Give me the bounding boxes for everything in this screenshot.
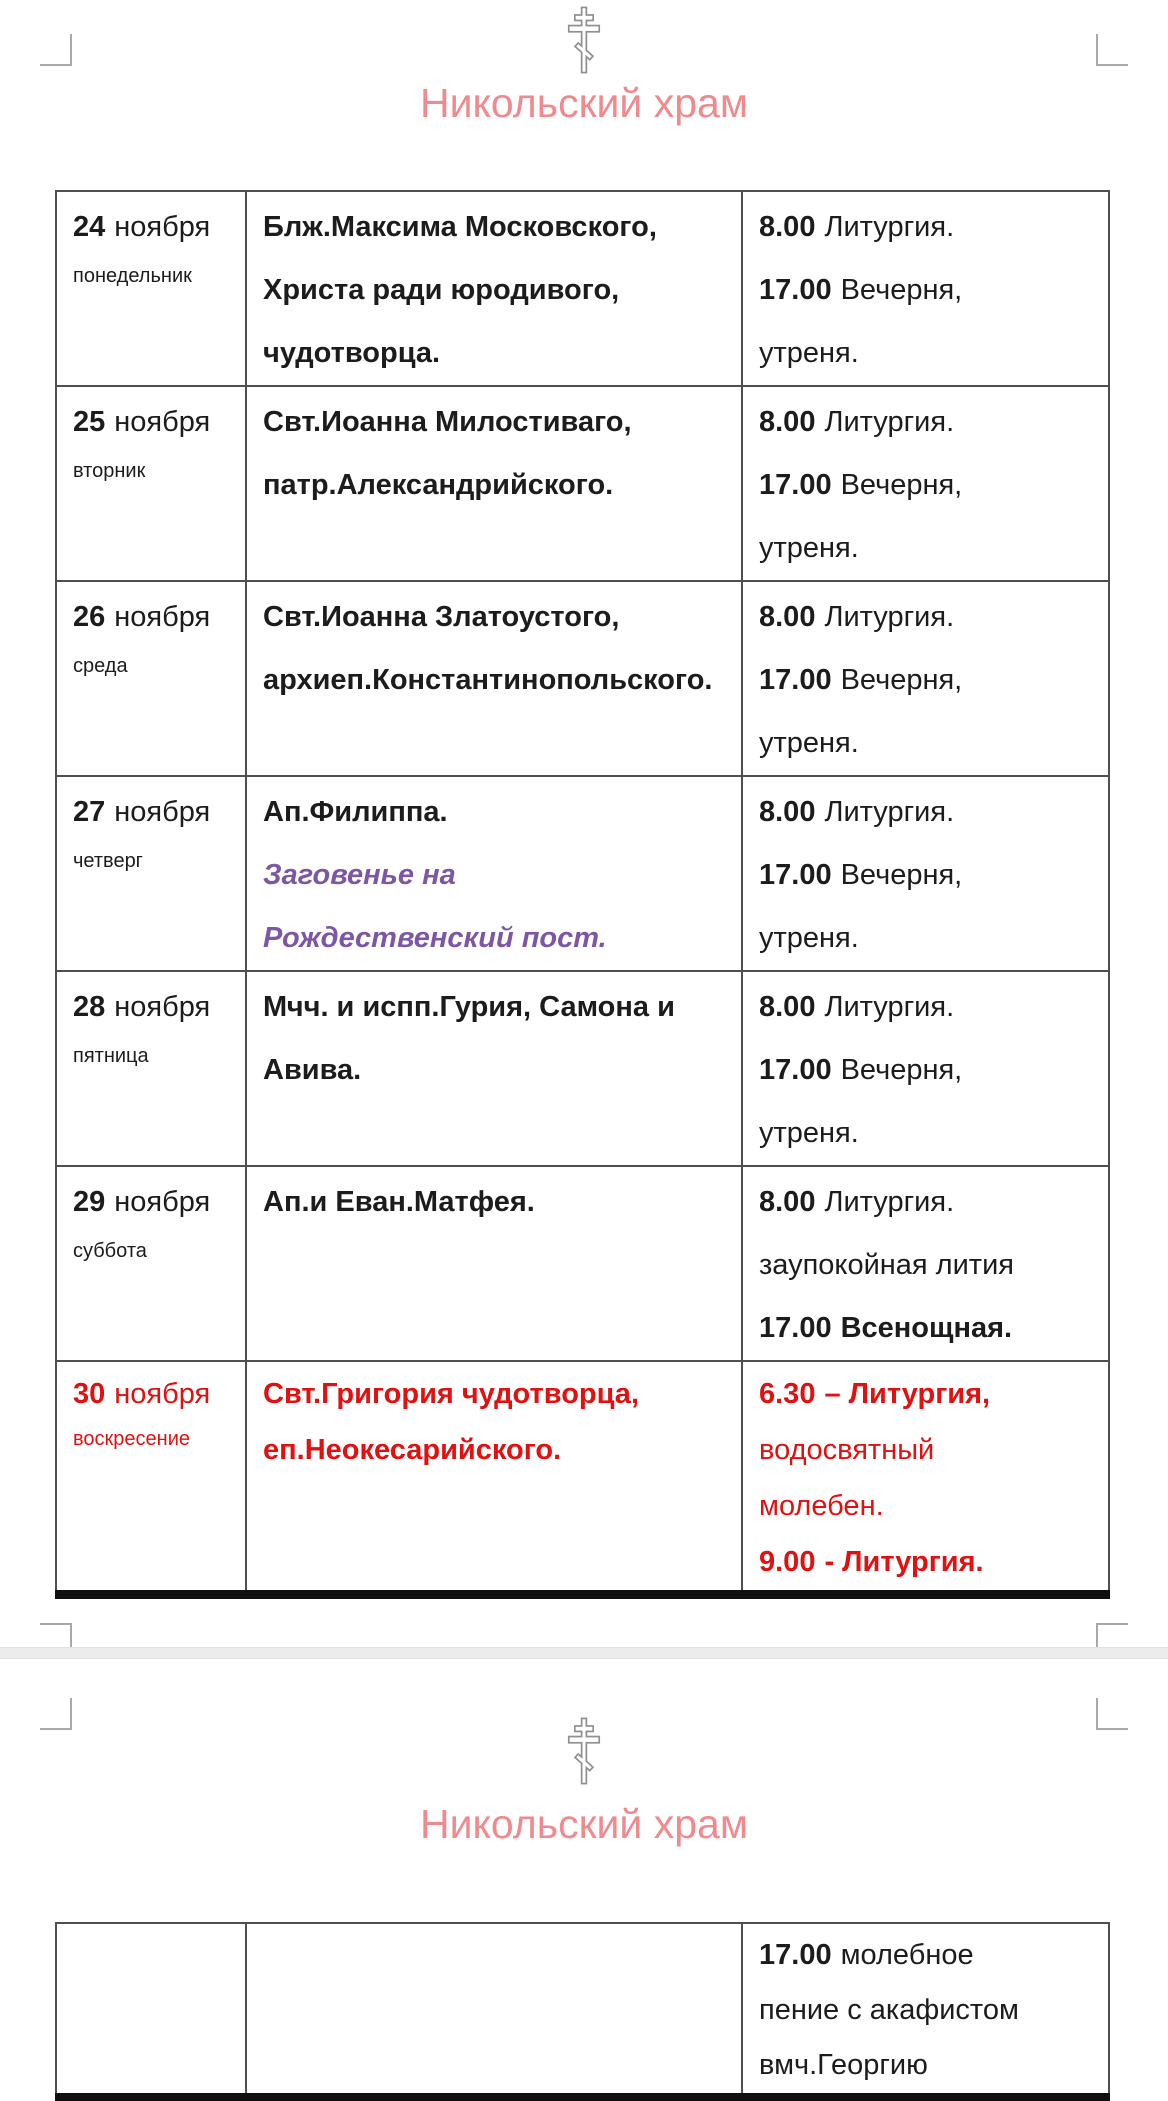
service-line xyxy=(759,1039,1098,1102)
table-row xyxy=(56,386,1109,581)
date-label xyxy=(73,196,235,259)
service-text: Литургия. xyxy=(824,406,955,438)
orthodox-cross-icon xyxy=(560,6,608,74)
service-text: - Литургия. xyxy=(824,1546,984,1578)
feast-cell xyxy=(246,1166,742,1361)
service-line xyxy=(759,844,1098,907)
table-row xyxy=(56,581,1109,776)
weekday-label: суббота xyxy=(73,1240,147,1262)
schedule-table xyxy=(55,190,1110,1599)
date-label xyxy=(73,781,235,844)
orthodox-cross-icon xyxy=(560,1717,608,1785)
date-day: 29 xyxy=(73,1186,106,1218)
service-line xyxy=(759,1928,1098,1983)
service-text: утреня. xyxy=(759,337,859,369)
services-cell xyxy=(742,776,1109,971)
feast-text: чудотворца. xyxy=(263,337,441,369)
feast-text: Свт.Григория чудотворца, xyxy=(263,1378,639,1410)
service-time: 17.00 xyxy=(759,1939,832,1971)
service-line xyxy=(759,1983,1098,2038)
date-day: 30 xyxy=(73,1378,106,1410)
service-text: Всенощная. xyxy=(840,1312,1013,1344)
services-cell xyxy=(742,971,1109,1166)
date-month: ноября xyxy=(114,601,211,633)
service-line xyxy=(759,1366,1098,1422)
feast-cell xyxy=(246,386,742,581)
date-label xyxy=(73,586,235,649)
service-line xyxy=(759,454,1098,517)
feast-text: еп.Неокесарийского. xyxy=(263,1434,562,1466)
service-line xyxy=(759,781,1098,844)
feast-cell xyxy=(246,971,742,1166)
weekday-label: вторник xyxy=(73,460,146,482)
service-text: Литургия. xyxy=(824,796,955,828)
feast-line xyxy=(263,586,731,649)
margin-corner-icon xyxy=(1096,1623,1128,1647)
feast-line xyxy=(263,844,731,907)
feast-line xyxy=(263,322,731,385)
table-row xyxy=(56,776,1109,971)
service-line xyxy=(759,712,1098,775)
date-label xyxy=(73,1366,235,1422)
service-line xyxy=(759,517,1098,580)
service-line xyxy=(759,1171,1098,1234)
services-cell xyxy=(742,1361,1109,1595)
date-cell xyxy=(56,1361,246,1595)
service-text: утреня. xyxy=(759,922,859,954)
date-cell xyxy=(56,971,246,1166)
feast-cell xyxy=(246,1923,742,2097)
service-time: 17.00 xyxy=(759,664,832,696)
date-day: 24 xyxy=(73,211,106,243)
service-text: водосвятный xyxy=(759,1434,935,1466)
date-cell xyxy=(56,386,246,581)
feast-line xyxy=(263,196,731,259)
date-month: ноября xyxy=(114,796,211,828)
feast-text: Ап.Филиппа. xyxy=(263,796,448,828)
services-cell xyxy=(742,1923,1109,2097)
feast-line xyxy=(263,907,731,970)
service-line xyxy=(759,907,1098,970)
feast-line xyxy=(263,1171,731,1234)
schedule-table xyxy=(55,1922,1110,2101)
service-line xyxy=(759,649,1098,712)
date-month: ноября xyxy=(114,406,211,438)
service-text: молебен. xyxy=(759,1490,884,1522)
date-cell xyxy=(56,1166,246,1361)
service-text: Вечерня, xyxy=(840,859,963,891)
date-cell xyxy=(56,1923,246,2097)
service-time: 8.00 xyxy=(759,601,816,633)
service-line xyxy=(759,1534,1098,1590)
date-month: ноября xyxy=(114,211,211,243)
date-label xyxy=(73,976,235,1039)
feast-text: Христа ради юродивого, xyxy=(263,274,620,306)
feast-cell xyxy=(246,581,742,776)
service-time: 9.00 xyxy=(759,1546,816,1578)
service-line xyxy=(759,391,1098,454)
feast-text: Блж.Максима Московского, xyxy=(263,211,657,243)
service-text: Литургия. xyxy=(824,601,955,633)
service-text: Литургия. xyxy=(824,211,955,243)
margin-corner-icon xyxy=(40,1623,72,1647)
date-day: 26 xyxy=(73,601,106,633)
feast-text: Мчч. и испп.Гурия, Самона и xyxy=(263,991,675,1023)
margin-corner-icon xyxy=(40,34,72,66)
service-text: молебное xyxy=(840,1939,974,1971)
service-line xyxy=(759,2038,1098,2093)
service-time: 6.30 xyxy=(759,1378,816,1410)
service-line xyxy=(759,1234,1098,1297)
service-text: утреня. xyxy=(759,532,859,564)
service-text: Вечерня, xyxy=(840,274,963,306)
service-text: пение с акафистом xyxy=(759,1994,1019,2026)
service-text: Вечерня, xyxy=(840,664,963,696)
services-cell xyxy=(742,1166,1109,1361)
margin-corner-icon xyxy=(1096,34,1128,66)
table-row xyxy=(56,1923,1109,2097)
page-title: Никольский храм xyxy=(419,80,749,126)
feast-line xyxy=(263,1366,731,1422)
service-text: – Литургия, xyxy=(824,1378,991,1410)
feast-text: Свт.Иоанна Златоустого, xyxy=(263,601,620,633)
feast-cell xyxy=(246,776,742,971)
service-time: 8.00 xyxy=(759,1186,816,1218)
feast-cell xyxy=(246,1361,742,1595)
services-cell xyxy=(742,581,1109,776)
date-day: 25 xyxy=(73,406,106,438)
date-label xyxy=(73,1928,235,1983)
feast-line xyxy=(263,391,731,454)
table-row xyxy=(56,971,1109,1166)
date-cell xyxy=(56,191,246,386)
service-text: утреня. xyxy=(759,1117,859,1149)
feast-text: Рождественский пост. xyxy=(263,922,607,954)
feast-text: Заговенье на xyxy=(263,859,456,891)
date-month: ноября xyxy=(114,991,211,1023)
service-line xyxy=(759,1478,1098,1534)
service-time: 17.00 xyxy=(759,1054,832,1086)
feast-text: патр.Александрийского. xyxy=(263,469,614,501)
service-line xyxy=(759,259,1098,322)
service-text: утреня. xyxy=(759,727,859,759)
service-time: 17.00 xyxy=(759,274,832,306)
date-label xyxy=(73,1171,235,1234)
weekday-label: четверг xyxy=(73,850,143,872)
weekday-label: среда xyxy=(73,655,128,677)
service-line xyxy=(759,1102,1098,1165)
feast-text: Свт.Иоанна Милостиваго, xyxy=(263,406,632,438)
service-time: 17.00 xyxy=(759,859,832,891)
feast-line xyxy=(263,781,731,844)
service-line xyxy=(759,322,1098,385)
service-line xyxy=(759,1422,1098,1478)
feast-line xyxy=(263,976,731,1039)
feast-cell xyxy=(246,191,742,386)
date-month: ноября xyxy=(114,1378,211,1410)
services-cell xyxy=(742,191,1109,386)
page-separator xyxy=(0,1647,1168,1659)
service-text: вмч.Георгию xyxy=(759,2049,928,2081)
service-text: заупокойная лития xyxy=(759,1249,1014,1281)
date-label xyxy=(73,391,235,454)
date-cell xyxy=(56,776,246,971)
service-time: 8.00 xyxy=(759,406,816,438)
feast-line xyxy=(263,454,731,517)
date-day: 28 xyxy=(73,991,106,1023)
weekday-label: пятница xyxy=(73,1045,149,1067)
service-time: 8.00 xyxy=(759,211,816,243)
feast-text: архиеп.Константинопольского. xyxy=(263,664,713,696)
date-day: 27 xyxy=(73,796,106,828)
feast-text: Ап.и Еван.Матфея. xyxy=(263,1186,535,1218)
service-line xyxy=(759,976,1098,1039)
feast-line xyxy=(263,649,731,712)
service-text: Литургия. xyxy=(824,991,955,1023)
page-title: Никольский храм xyxy=(419,1801,749,1847)
date-month: ноября xyxy=(114,1186,211,1218)
table-row xyxy=(56,191,1109,386)
margin-corner-icon xyxy=(40,1698,72,1730)
service-time: 17.00 xyxy=(759,1312,832,1344)
service-time: 8.00 xyxy=(759,991,816,1023)
table-row xyxy=(56,1361,1109,1595)
weekday-label: воскресение xyxy=(73,1428,190,1450)
feast-text: Авива. xyxy=(263,1054,362,1086)
table-row xyxy=(56,1166,1109,1361)
services-cell xyxy=(742,386,1109,581)
feast-line xyxy=(263,1422,731,1478)
date-cell xyxy=(56,581,246,776)
service-time: 17.00 xyxy=(759,469,832,501)
service-time: 8.00 xyxy=(759,796,816,828)
feast-line xyxy=(263,259,731,322)
service-text: Литургия. xyxy=(824,1186,955,1218)
service-line xyxy=(759,196,1098,259)
service-line xyxy=(759,1297,1098,1360)
service-text: Вечерня, xyxy=(840,1054,963,1086)
service-text: Вечерня, xyxy=(840,469,963,501)
service-line xyxy=(759,586,1098,649)
margin-corner-icon xyxy=(1096,1698,1128,1730)
feast-line xyxy=(263,1039,731,1102)
weekday-label: понедельник xyxy=(73,265,192,287)
